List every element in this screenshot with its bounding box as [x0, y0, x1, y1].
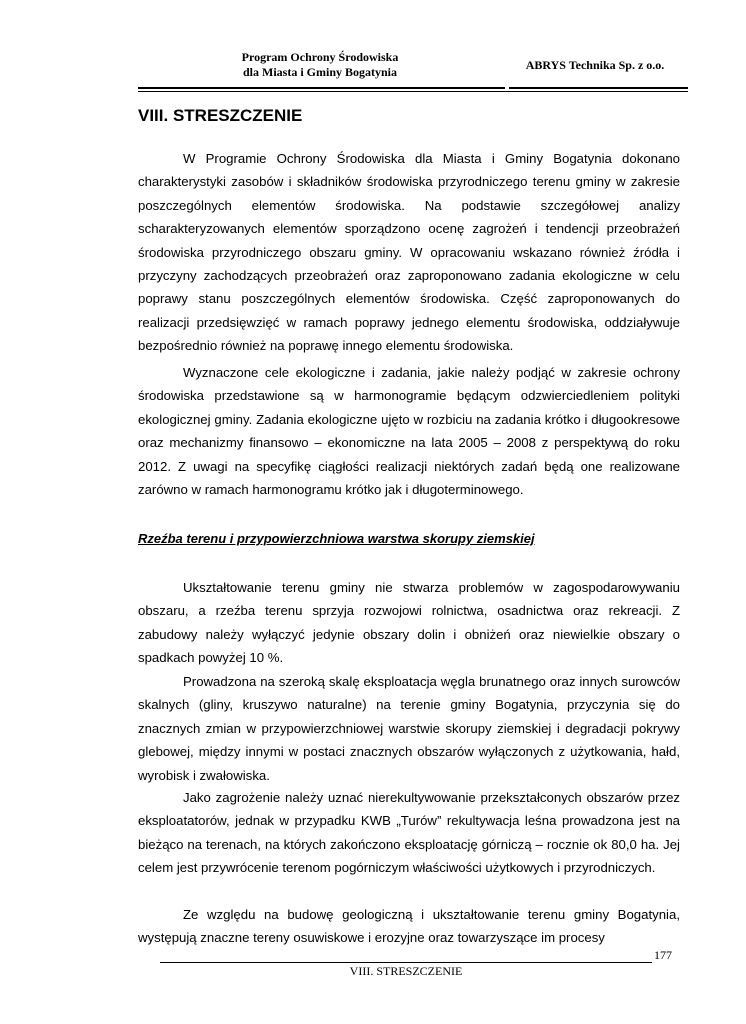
body-paragraph: Ze względu na budowę geologiczną i ukształtowanie terenu gminy Bogatynia, występują znaczne tereny osuwiskowe i erozyjne oraz towarzyszące im procesy — [138, 907, 680, 946]
body-paragraph: Ukształtowanie terenu gminy nie stwarza problemów w zagospodarowywaniu obszaru, a rzeźba terenu sprzyja rozwojowi rolnictwa, osadnictwa oraz rekreacji. Z zabudowy należy wyłączyć jedynie obszary dolin i obniżeń oraz niewielkie obszary o spadkach powyżej 10 %. — [138, 580, 680, 666]
page-number: 177 — [654, 948, 672, 962]
body-paragraph: W Programie Ochrony Środowiska dla Miasta i Gminy Bogatynia dokonano charakterystyki zasobów i składników środowiska przyrodniczego terenu gminy w zakresie poszczególnych elementów środowiska. Na podstawie szczegółowej analizy scharakteryzowanych elementów sporządzono ocenę zagrożeń i tendencji przeobrażeń środowiska przyrodniczego obszaru gminy. W opracowaniu wskazano również źródła i przyczyny zachodzących przeobrażeń oraz zaproponowano zadania ekologiczne w celu poprawy stanu poszczególnych elementów środowiska. Część zaproponowanych do realizacji przedsięwzięć w ramach poprawy jednego elementu środowiska, oddziaływuje bezpośrednio również na poprawę innego elementu środowiska. — [138, 151, 680, 354]
footer-section-title: VIII. STRESZCZENIE — [349, 964, 463, 978]
header-company-name: ABRYS Technika Sp. z o.o. — [525, 58, 665, 72]
header-document-title — [220, 50, 420, 80]
header-rule-thin — [138, 91, 688, 92]
section-heading: VIII. STRESZCZENIE — [138, 106, 303, 125]
subsection-heading: Rzeźba terenu i przypowierzchniowa warstwa skorupy ziemskiej — [138, 531, 535, 546]
body-paragraph: Prowadzona na szeroką skalę eksploatacja węgla brunatnego oraz innych surowców skalnych (gliny, kruszywo naturalne) na terenie gminy Bogatynia, przyczynia się do znacznych zmian w przypowierzchniowej warstwie skorupy ziemskiej i degradacji pokrywy glebowej, między innymi w postaci znacznych obszarów wyłączonych z użytkowania, hałd, wyrobisk i zwałowiska. — [138, 674, 680, 783]
body-paragraph: Wyznaczone cele ekologiczne i zadania, jakie należy podjąć w zakresie ochrony środowiska przedstawione są w harmonogramie będącym odzwierciedleniem polityki ekologicznej gminy. Zadania ekologiczne ujęto w rozbiciu na zadania krótko i długookresowe oraz mechanizmy finansowo – ekonomiczne na lata 2005 – 2008 z perspektywą do roku 2012. Z uwagi na specyfikę ciągłości realizacji niektórych zadań będą one realizowane zarówno w ramach harmonogramu krótko jak i długoterminowego. — [138, 365, 680, 498]
header-title-line-1: Program Ochrony Środowiska — [241, 50, 399, 64]
header-rule-gap — [505, 87, 509, 89]
footer-rule — [160, 962, 652, 963]
header-rule-thick — [138, 87, 688, 89]
header-title-line-2: dla Miasta i Gminy Bogatynia — [242, 65, 397, 79]
body-paragraph: Jako zagrożenie należy uznać nierekultywowanie przekształconych obszarów przez eksploatatorów, jednak w przypadku KWB „Turów” rekultywacja leśna prowadzona jest na bieżąco na terenach, na których zakończono eksploatację górniczą – rocznie ok 80,0 ha. Jej celem jest przywrócenie terenom pogórniczym właściwości użytkowych i przyrodniczych. — [138, 790, 680, 876]
